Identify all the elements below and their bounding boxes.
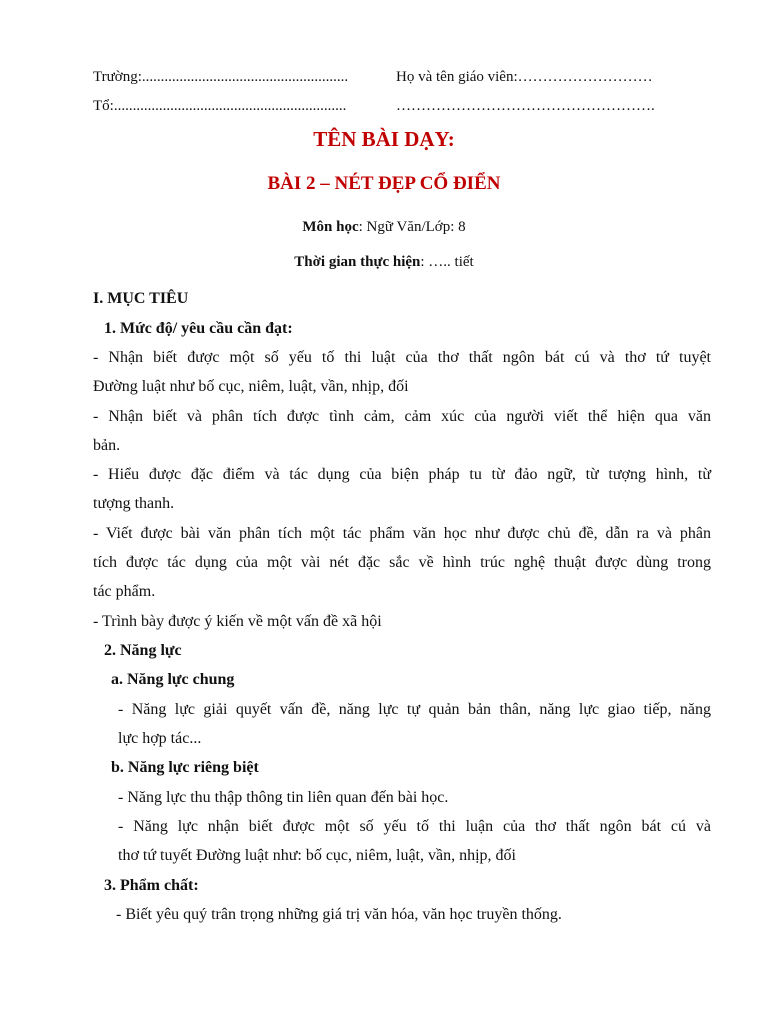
group-field: Tổ:.............................................................. (93, 98, 347, 114)
general-competence-line: lực hợp tác... (118, 730, 202, 747)
specific-competence-line: - Năng lực nhận biết được một số yếu tố thi luận của thơ thất ngôn bát cú và (118, 818, 711, 835)
general-competence-heading: a. Năng lực chung (111, 671, 235, 688)
requirement-heading: 1. Mức độ/ yêu cầu cần đạt: (104, 320, 293, 337)
quality-line: - Biết yêu quý trân trọng những giá trị văn hóa, văn học truyền thống. (116, 906, 562, 923)
general-competence-line: - Năng lực giải quyết vấn đề, năng lực tự quản bản thân, năng lực giao tiếp, năng (118, 701, 711, 718)
quality-heading: 3. Phẩm chất: (104, 877, 199, 894)
subject-value: : Ngữ Văn/Lớp: 8 (358, 219, 466, 235)
page-title: TÊN BÀI DẠY: (313, 127, 455, 151)
requirement-line: - Hiểu được đặc điểm và tác dụng của biện pháp tu từ đảo ngữ, từ tượng hình, từ (93, 466, 711, 483)
requirement-line: bản. (93, 437, 121, 454)
header-row-2 (93, 98, 703, 120)
time-label: Thời gian thực hiện (294, 254, 421, 270)
subject-line (0, 219, 768, 236)
section-heading: I. MỤC TIÊU (93, 290, 189, 307)
requirement-line: - Nhận biết được một số yếu tố thi luật của thơ thất ngôn bát cú và thơ tứ tuyệt (93, 349, 711, 366)
blank-field: ……………………………………………. (396, 98, 655, 114)
requirement-line: - Viết được bài văn phân tích một tác phẩm văn học như được chủ đề, dẫn ra và phân (93, 525, 711, 542)
lesson-title: BÀI 2 – NÉT ĐẸP CỔ ĐIỂN (267, 173, 501, 194)
requirement-line: tác phẩm. (93, 583, 156, 600)
specific-competence-line: thơ tứ tuyết Đường luật như: bố cục, niêm, luật, vần, nhịp, đối (118, 847, 516, 864)
specific-competence-heading: b. Năng lực riêng biệt (111, 759, 259, 776)
time-line (0, 254, 768, 271)
header-row-1 (93, 69, 703, 91)
requirement-line: tích được tác dụng của một vài nét đặc sắc về hình trúc nghệ thuật được dùng trong (93, 554, 711, 571)
time-value: : ….. tiết (420, 254, 474, 270)
specific-competence-line: - Năng lực thu thập thông tin liên quan đến bài học. (118, 789, 449, 806)
requirement-line: - Nhận biết và phân tích được tình cảm, cảm xúc của người viết thể hiện qua văn (93, 408, 711, 425)
school-field: Trường:....................................................... (93, 69, 349, 85)
competence-heading: 2. Năng lực (104, 642, 182, 659)
subject-label: Môn học (302, 219, 359, 235)
requirement-line: tượng thanh. (93, 495, 175, 512)
requirement-line: - Trình bày được ý kiến về một vấn đề xã hội (93, 613, 382, 630)
requirement-line: Đường luật như bố cục, niêm, luật, vần, nhịp, đối (93, 378, 409, 395)
teacher-field: Họ và tên giáo viên:……………………… (396, 69, 653, 85)
